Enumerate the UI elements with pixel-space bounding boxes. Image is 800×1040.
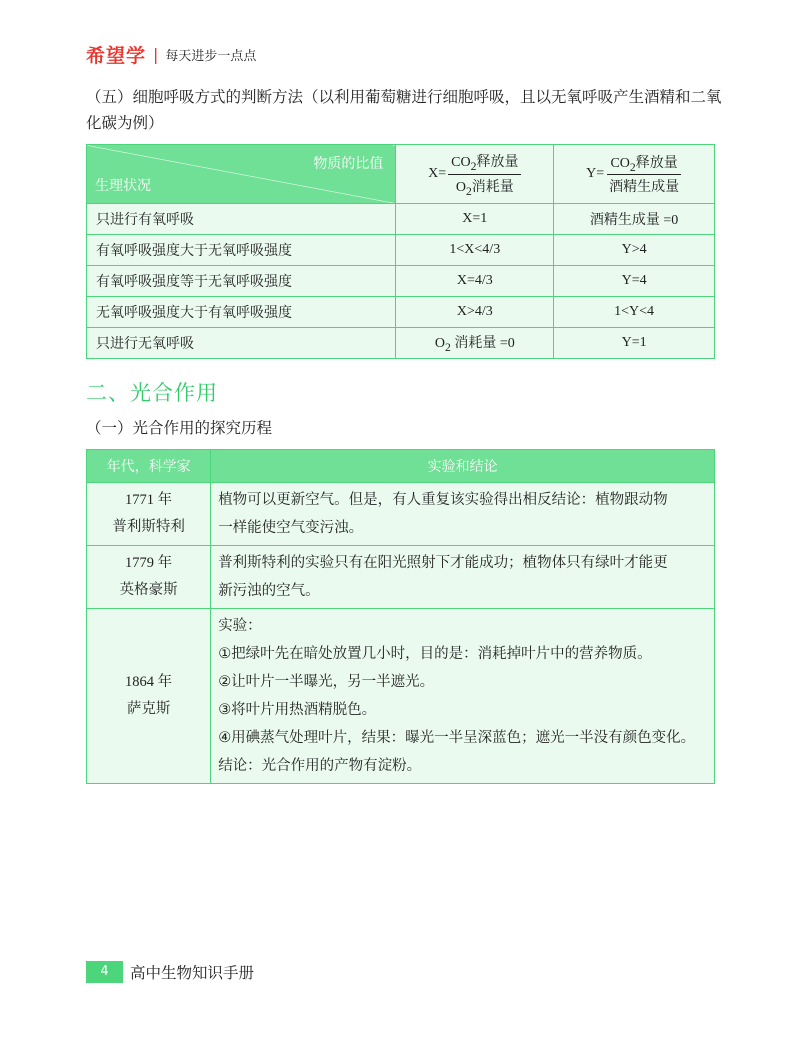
x-fraction — [448, 151, 521, 198]
experiment-line: ②让叶片一半曝光，另一半遮光。 — [218, 674, 435, 690]
x-formula-lhs: X= — [428, 166, 447, 181]
column-header-experiment: 实验和结论 — [211, 450, 715, 483]
x-value-formula: O — [434, 336, 445, 352]
experiment-line: 一样能使空气变污浊。 — [218, 520, 364, 536]
y-num-subscript: 2 — [629, 160, 636, 174]
table-row — [87, 328, 715, 359]
x-den-formula: O — [455, 179, 466, 195]
era-cell — [87, 483, 211, 546]
x-num-subscript: 2 — [470, 159, 477, 173]
year-text: 1779 年 — [125, 555, 173, 571]
y-formula-header — [554, 145, 715, 204]
table-row — [87, 235, 715, 266]
table-row — [87, 204, 715, 235]
experiment-line: 结论：光合作用的产物有淀粉。 — [218, 758, 422, 774]
y-value-cell: 1<Y<4 — [554, 297, 715, 328]
x-value-cell: X>4/3 — [396, 297, 554, 328]
x-num-formula: CO — [451, 154, 471, 170]
page-header — [86, 43, 256, 65]
respiration-judgment-table — [86, 144, 715, 359]
photosynthesis-history-table — [86, 449, 715, 784]
y-den-text: 酒精生成量 — [609, 180, 680, 196]
era-cell — [87, 546, 211, 609]
table-header-row — [87, 145, 715, 204]
x-formula-header — [396, 145, 554, 204]
experiment-line: ③将叶片用热酒精脱色。 — [218, 702, 377, 718]
experiment-line: 植物可以更新空气。但是，有人重复该实验得出相反结论：植物跟动物 — [218, 492, 668, 508]
y-value-cell: Y=4 — [554, 266, 715, 297]
column-header-era: 年代，科学家 — [87, 450, 211, 483]
diagonal-header-cell — [87, 145, 396, 204]
y-formula-lhs: Y= — [586, 165, 605, 181]
subsection-title-history: （一）光合作用的探究历程 — [86, 419, 273, 437]
state-cell: 无氧呼吸强度大于有氧呼吸强度 — [87, 297, 396, 328]
x-value-subscript: 2 — [445, 340, 451, 354]
y-num-formula: CO — [610, 155, 630, 171]
x-value-cell: 1<X<4/3 — [396, 235, 554, 266]
x-value-text: 消耗量 =0 — [450, 336, 515, 352]
scientist-name: 萨克斯 — [126, 701, 171, 717]
y-value-cell: Y=1 — [554, 328, 715, 359]
page-footer — [86, 961, 254, 983]
row-axis-label: 生理状况 — [95, 178, 151, 194]
y-fraction — [606, 152, 682, 197]
experiment-cell — [211, 609, 715, 784]
state-cell: 有氧呼吸强度大于无氧呼吸强度 — [87, 235, 396, 266]
experiment-line: 新污浊的空气。 — [218, 583, 320, 599]
table-row — [87, 483, 715, 546]
year-text: 1864 年 — [125, 674, 173, 690]
table-row — [87, 297, 715, 328]
column-axis-label: 物质的比值 — [313, 156, 384, 172]
x-num-text: 释放量 — [476, 154, 519, 170]
state-cell: 有氧呼吸强度等于无氧呼吸强度 — [87, 266, 396, 297]
scientist-name: 普利斯特利 — [112, 519, 185, 535]
x-den-subscript: 2 — [465, 184, 472, 198]
state-cell: 只进行无氧呼吸 — [87, 328, 396, 359]
book-title: 高中生物知识手册 — [130, 964, 255, 982]
experiment-line: ④用碘蒸气处理叶片，结果：曝光一半呈深蓝色；遮光一半没有颜色变化。 — [218, 730, 696, 746]
x-value-cell — [396, 328, 554, 359]
brand-logo: 希望学 — [86, 44, 147, 67]
experiment-line: 普利斯特利的实验只有在阳光照射下才能成功；植物体只有绿叶才能更 — [218, 555, 668, 571]
header-slogan: 每天进步一点点 — [165, 48, 257, 64]
section-heading-respiration: （五）细胞呼吸方式的判断方法（以利用葡萄糖进行细胞呼吸，且以无氧呼吸产生酒精和二氧化碳为例） — [86, 88, 722, 132]
era-cell — [87, 609, 211, 784]
table-row — [87, 609, 715, 784]
y-value-cell: 酒精生成量 =0 — [554, 204, 715, 235]
table-header-row — [87, 450, 715, 483]
y-value-cell: Y>4 — [554, 235, 715, 266]
table-row — [87, 546, 715, 609]
section-title-photosynthesis: 二、光合作用 — [86, 381, 218, 405]
experiment-line: 实验： — [218, 618, 262, 634]
y-num-text: 释放量 — [635, 155, 678, 171]
experiment-line: ①把绿叶先在暗处放置几小时，目的是：消耗掉叶片中的营养物质。 — [218, 646, 652, 662]
x-value-cell: X=4/3 — [396, 266, 554, 297]
x-den-text: 消耗量 — [471, 179, 514, 195]
x-value-cell: X=1 — [396, 204, 554, 235]
experiment-cell — [211, 546, 715, 609]
page-number: 4 — [86, 961, 123, 983]
table-row — [87, 266, 715, 297]
state-cell: 只进行有氧呼吸 — [87, 204, 396, 235]
year-text: 1771 年 — [125, 492, 173, 508]
header-separator: | — [153, 44, 159, 64]
scientist-name: 英格豪斯 — [119, 582, 178, 598]
experiment-cell — [211, 483, 715, 546]
